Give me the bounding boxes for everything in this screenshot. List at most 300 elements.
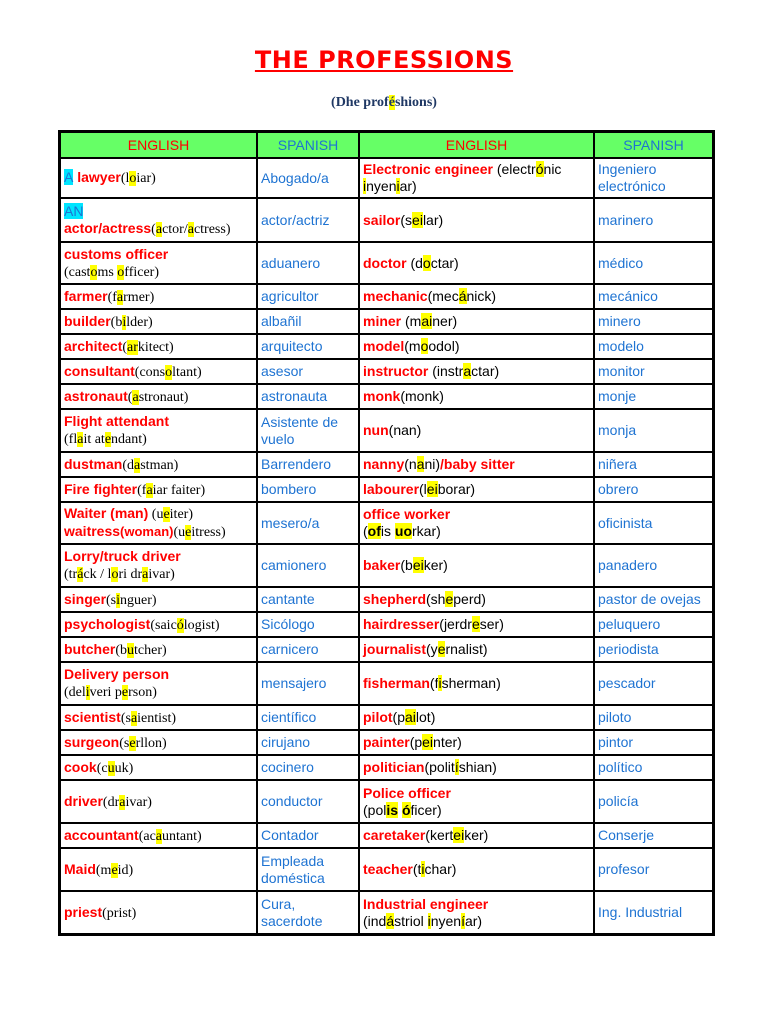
spanish-cell: asesor	[257, 359, 359, 384]
profession-name: office worker	[363, 506, 451, 522]
pronunciation: (m	[95, 862, 112, 878]
spanish-cell: Contador	[257, 823, 359, 848]
pronunciation: shian)	[458, 759, 497, 775]
pronunciation-stress: í	[461, 912, 465, 929]
spanish-cell: mesero/a	[257, 502, 359, 544]
pronunciation-stress: o	[111, 567, 119, 582]
pronunciation: rson)	[128, 685, 157, 700]
pronunciation: (dr	[102, 794, 120, 810]
article-label: A	[64, 169, 74, 185]
pronunciation: (d	[122, 457, 135, 473]
pronunciation: (instr	[428, 363, 464, 379]
table-row	[60, 544, 713, 587]
pronunciation: (n	[404, 456, 417, 472]
profession-name: /baby sitter	[440, 456, 515, 472]
english-cell	[60, 637, 257, 662]
spanish-cell: pescador	[594, 662, 713, 705]
profession-name: instructor	[363, 363, 429, 379]
pronunciation: (polit	[424, 759, 455, 775]
profession-name: hairdresser	[363, 616, 440, 632]
english-cell	[60, 359, 257, 384]
pronunciation: (u	[173, 525, 186, 540]
pronunciation-stress: e	[445, 591, 454, 607]
pronunciation: (cast	[64, 264, 91, 280]
english-cell	[60, 823, 257, 848]
pronunciation: odol)	[428, 338, 460, 354]
pronunciation: borar)	[437, 481, 476, 497]
pronunciation: ner)	[432, 313, 458, 329]
pronunciation: lder)	[126, 314, 153, 330]
pronunciation-stress: a	[416, 456, 425, 472]
english-cell	[359, 384, 594, 409]
spanish-cell: Barrendero	[257, 452, 359, 477]
pronunciation-stress: o	[165, 364, 173, 380]
pronunciation: (p	[392, 709, 405, 725]
english-cell	[359, 158, 594, 198]
english-cell	[359, 730, 594, 755]
table-row	[60, 158, 713, 198]
pronunciation: (cons	[134, 364, 166, 380]
pronunciation-stress: e	[185, 525, 192, 540]
pronunciation: rnalist)	[445, 641, 488, 657]
pronunciation: (tr	[64, 567, 78, 582]
spanish-cell: Ingeniero electrónico	[594, 158, 713, 198]
profession-name: Lorry/truck driver	[64, 548, 181, 564]
pronunciation: (d	[406, 254, 423, 271]
pronunciation-stress: ei	[412, 557, 424, 573]
pronunciation: (kert	[425, 827, 454, 843]
spanish-cell: marinero	[594, 198, 713, 242]
pronunciation-stress: ó	[535, 161, 544, 177]
english-cell	[60, 452, 257, 477]
pronunciation: (monk)	[400, 388, 444, 404]
spanish-cell: cocinero	[257, 755, 359, 780]
profession-name: doctor	[363, 254, 407, 271]
pronunciation-stress: u	[107, 760, 115, 776]
pronunciation: iar faiter)	[152, 482, 206, 498]
english-cell	[359, 587, 594, 612]
pronunciation: (mec	[427, 288, 459, 304]
pronunciation-stress: a	[132, 389, 139, 405]
profession-name: Fire fighter	[64, 480, 138, 497]
subtitle-text-start: (Dhe prof	[331, 95, 389, 110]
pronunciation-stress: a	[119, 794, 126, 810]
english-cell	[60, 409, 257, 452]
pronunciation: (ac	[138, 828, 156, 844]
profession-name: Electronic engineer	[363, 161, 493, 177]
profession-name: politician	[363, 759, 425, 775]
profession-name: painter	[363, 734, 410, 750]
profession-name: scientist	[64, 708, 121, 725]
english-cell	[359, 544, 594, 587]
pronunciation-stress: e	[104, 432, 112, 447]
english-cell	[359, 705, 594, 730]
pronunciation: nyen	[430, 912, 462, 929]
spanish-cell: periodista	[594, 637, 713, 662]
pronunciation: is	[380, 523, 395, 539]
profession-name: baker	[363, 557, 401, 573]
table-row	[60, 409, 713, 452]
pronunciation: rllon)	[135, 735, 167, 751]
pronunciation: it at	[83, 432, 105, 447]
pronunciation: rmer)	[123, 289, 155, 305]
pronunciation-stress: ei	[422, 734, 434, 750]
profession-name: customs officer	[64, 245, 169, 262]
pronunciation-stress: i	[427, 912, 431, 929]
spanish-cell: camionero	[257, 544, 359, 587]
pronunciation-stress: u	[127, 642, 135, 658]
spanish-cell: Cura, sacerdote	[257, 891, 359, 934]
table-row	[60, 637, 713, 662]
english-cell	[60, 705, 257, 730]
profession-name: waitress	[64, 523, 121, 539]
english-cell	[359, 637, 594, 662]
spanish-cell: Sicólogo	[257, 612, 359, 637]
profession-name: fisherman	[363, 675, 430, 691]
pronunciation-stress: ei	[453, 827, 465, 843]
pronunciation: ientist)	[137, 710, 177, 726]
pronunciation: (t	[412, 861, 422, 877]
spanish-cell: modelo	[594, 334, 713, 359]
spanish-cell: panadero	[594, 544, 713, 587]
pronunciation: (b	[400, 557, 413, 573]
pronunciation-stress: o	[420, 338, 429, 354]
english-cell	[359, 755, 594, 780]
pronunciation-stress: a	[142, 567, 149, 582]
pronunciation: nyen	[366, 178, 397, 194]
pronunciation-stress: e	[111, 862, 118, 878]
header-english-1: ENGLISH	[60, 132, 257, 158]
profession-name: psychologist	[64, 615, 151, 632]
professions-table	[58, 130, 715, 936]
english-cell	[60, 158, 257, 198]
pronunciation-stress: uo	[394, 523, 412, 539]
pronunciation: ni)	[424, 456, 441, 472]
spanish-cell: peluquero	[594, 612, 713, 637]
table-row	[60, 502, 713, 544]
pronunciation: kitect)	[137, 339, 174, 355]
profession-name: farmer	[64, 287, 108, 304]
pronunciation: (f	[107, 289, 117, 305]
header-spanish-1: SPANISH	[257, 132, 359, 158]
profession-name: dustman	[64, 455, 123, 472]
english-cell	[60, 242, 257, 284]
spanish-cell: científico	[257, 705, 359, 730]
english-cell	[60, 755, 257, 780]
spanish-cell: arquitecto	[257, 334, 359, 359]
pronunciation: rkar)	[412, 523, 441, 539]
spanish-cell: astronauta	[257, 384, 359, 409]
english-cell	[359, 452, 594, 477]
profession-note: (woman)	[120, 524, 174, 539]
pronunciation: (m	[401, 313, 422, 329]
header-english-2: ENGLISH	[359, 132, 594, 158]
spanish-cell: agricultor	[257, 284, 359, 309]
pronunciation-stress: a	[77, 432, 84, 447]
spanish-cell: monitor	[594, 359, 713, 384]
table-row	[60, 384, 713, 409]
pronunciation: ker)	[464, 827, 489, 843]
pronunciation: nic	[543, 161, 562, 177]
pronunciation-stress: á	[458, 288, 467, 304]
english-cell	[359, 848, 594, 891]
english-cell	[60, 502, 257, 544]
pronunciation: ltant)	[172, 364, 202, 380]
profession-name: lawyer	[73, 169, 121, 185]
spanish-cell: médico	[594, 242, 713, 284]
spanish-cell: pastor de ovejas	[594, 587, 713, 612]
pronunciation: stronaut)	[138, 389, 189, 405]
pronunciation: (l	[419, 481, 427, 497]
profession-name: caretaker	[363, 827, 426, 843]
pronunciation: (s	[119, 735, 130, 751]
pronunciation-stress: a	[155, 828, 162, 844]
table-row	[60, 198, 713, 242]
table-row	[60, 477, 713, 502]
profession-name: nun	[363, 422, 389, 438]
pronunciation: (m	[404, 338, 421, 354]
spanish-cell: monje	[594, 384, 713, 409]
profession-name: miner	[363, 313, 402, 329]
table-row	[60, 891, 713, 934]
profession-name: architect	[64, 337, 123, 354]
profession-name: Waiter (man)	[64, 505, 149, 521]
table-row	[60, 705, 713, 730]
profession-name: Maid	[64, 860, 96, 877]
profession-name: butcher	[64, 640, 116, 657]
profession-name: mechanic	[363, 288, 428, 304]
pronunciation: ficer)	[410, 801, 442, 818]
pronunciation: (p	[409, 734, 423, 750]
professions-table-container	[58, 130, 711, 936]
english-cell	[60, 848, 257, 891]
english-cell	[359, 334, 594, 359]
pronunciation: (b	[110, 314, 123, 330]
pronunciation-stress: á	[386, 912, 395, 929]
pronunciation-stress: ai	[421, 313, 433, 329]
profession-name: Delivery person	[64, 666, 170, 682]
pronunciation: nguer)	[120, 592, 157, 608]
profession-name: cook	[64, 758, 97, 775]
table-row	[60, 334, 713, 359]
spanish-cell: cirujano	[257, 730, 359, 755]
pronunciation: (	[151, 221, 156, 237]
english-cell	[359, 662, 594, 705]
pronunciation: itress)	[191, 525, 226, 540]
spanish-cell: albañil	[257, 309, 359, 334]
pronunciation-stress: á	[77, 567, 84, 582]
spanish-cell: monja	[594, 409, 713, 452]
pronunciation: (	[122, 339, 128, 355]
pronunciation-stress: a	[146, 482, 153, 498]
pronunciation: (l	[120, 171, 130, 186]
profession-name: surgeon	[64, 733, 120, 750]
spanish-cell: carnicero	[257, 637, 359, 662]
pronunciation: ms	[97, 264, 118, 280]
pronunciation-stress: ei	[426, 481, 438, 497]
pronunciation-stress: o	[90, 264, 98, 280]
pronunciation: ctar)	[430, 254, 459, 271]
table-row	[60, 612, 713, 637]
table-row	[60, 242, 713, 284]
pronunciation: striol	[394, 912, 428, 929]
profession-name: Industrial engineer	[363, 895, 489, 912]
table-row	[60, 359, 713, 384]
pronunciation: stman)	[140, 457, 179, 473]
pronunciation-stress: o	[129, 171, 137, 186]
profession-name: nanny	[363, 456, 405, 472]
english-cell	[359, 477, 594, 502]
pronunciation: iar)	[136, 171, 156, 186]
pronunciation-stress: e	[121, 685, 129, 700]
pronunciation: ivar)	[148, 567, 175, 582]
pronunciation: nick)	[466, 288, 497, 304]
profession-name: shepherd	[363, 591, 427, 607]
profession-name: teacher	[363, 861, 413, 877]
page-subtitle	[0, 95, 768, 111]
spanish-cell: policía	[594, 780, 713, 823]
pronunciation-stress: i	[85, 685, 90, 700]
pronunciation: logist)	[183, 617, 220, 633]
pronunciation: untant)	[162, 828, 202, 844]
pronunciation: ri dr	[118, 567, 143, 582]
profession-name: actor/actress	[64, 219, 152, 236]
spanish-cell: Conserje	[594, 823, 713, 848]
pronunciation: ndant)	[111, 432, 147, 447]
header-spanish-2: SPANISH	[594, 132, 713, 158]
english-cell	[359, 309, 594, 334]
english-cell	[60, 544, 257, 587]
english-cell	[359, 780, 594, 823]
english-cell	[60, 334, 257, 359]
article-label: AN	[64, 202, 84, 219]
pronunciation-stress: a	[155, 221, 163, 237]
pronunciation-stress: i	[363, 178, 367, 194]
profession-name: driver	[64, 792, 103, 809]
pronunciation: (s	[400, 211, 413, 228]
english-cell	[359, 359, 594, 384]
pronunciation-stress: í	[454, 759, 459, 775]
pronunciation-stress: ó	[401, 801, 411, 818]
pronunciation-stress: i	[438, 675, 442, 691]
pronunciation: (u	[148, 507, 164, 522]
profession-name: astronaut	[64, 387, 128, 404]
pronunciation: (	[363, 523, 368, 539]
spanish-cell: minero	[594, 309, 713, 334]
pronunciation-stress: o	[422, 254, 431, 271]
pronunciation-stress: i	[396, 178, 400, 194]
pronunciation: ctor/	[162, 221, 188, 237]
pronunciation: (nan)	[388, 422, 422, 438]
spanish-cell: cantante	[257, 587, 359, 612]
spanish-cell: profesor	[594, 848, 713, 891]
spanish-cell: Abogado/a	[257, 158, 359, 198]
english-cell	[359, 409, 594, 452]
pronunciation-stress: i	[421, 861, 425, 877]
pronunciation: (s	[120, 710, 131, 726]
table-body	[60, 158, 713, 934]
english-cell	[60, 477, 257, 502]
pronunciation: ker)	[423, 557, 448, 573]
english-cell	[60, 198, 257, 242]
profession-name: monk	[363, 388, 401, 404]
pronunciation-stress: a	[187, 221, 194, 237]
pronunciation-stress: is	[386, 801, 399, 818]
pronunciation: (jerdr	[439, 616, 472, 632]
pronunciation: (y	[426, 641, 438, 657]
pronunciation: (pol	[363, 801, 387, 818]
pronunciation: ar)	[464, 912, 483, 929]
spanish-cell: actor/actriz	[257, 198, 359, 242]
pronunciation-stress: ar	[127, 339, 138, 355]
pronunciation: (ind	[363, 912, 387, 929]
pronunciation: (b	[115, 642, 128, 658]
pronunciation-stress: a	[463, 363, 472, 379]
english-cell	[359, 891, 594, 934]
profession-name: accountant	[64, 826, 139, 843]
pronunciation: nter)	[433, 734, 462, 750]
spanish-cell: piloto	[594, 705, 713, 730]
spanish-cell: político	[594, 755, 713, 780]
pronunciation: (electr	[492, 161, 536, 177]
pronunciation: ar)	[399, 178, 417, 194]
english-cell	[60, 891, 257, 934]
english-cell	[60, 780, 257, 823]
english-cell	[60, 612, 257, 637]
pronunciation: uk)	[114, 760, 134, 776]
pronunciation-stress: i	[122, 314, 127, 330]
english-cell	[359, 242, 594, 284]
spanish-cell: Empleada doméstica	[257, 848, 359, 891]
spanish-cell: conductor	[257, 780, 359, 823]
spanish-cell: mensajero	[257, 662, 359, 705]
pronunciation: ser)	[479, 616, 504, 632]
pronunciation: sherman)	[441, 675, 501, 691]
spanish-cell: niñera	[594, 452, 713, 477]
pronunciation: fficer)	[124, 264, 159, 280]
pronunciation-stress: ei	[412, 211, 423, 228]
pronunciation: (prist)	[102, 905, 137, 921]
pronunciation: ck / l	[83, 567, 112, 582]
pronunciation: (	[127, 389, 133, 405]
pronunciation-stress: i	[116, 592, 121, 608]
pronunciation: (s	[106, 592, 117, 608]
english-cell	[60, 587, 257, 612]
english-cell	[60, 384, 257, 409]
pronunciation-stress: ó	[176, 617, 184, 633]
pronunciation: ctar)	[471, 363, 500, 379]
table-row	[60, 823, 713, 848]
spanish-cell: Asistente de vuelo	[257, 409, 359, 452]
table-header-row	[60, 132, 713, 158]
profession-name: priest	[64, 903, 103, 920]
pronunciation: (sh	[426, 591, 446, 607]
table-row	[60, 309, 713, 334]
english-cell	[60, 309, 257, 334]
english-cell	[359, 198, 594, 242]
pronunciation: perd)	[453, 591, 486, 607]
table-row	[60, 452, 713, 477]
pronunciation: (f	[137, 482, 147, 498]
profession-name: journalist	[363, 641, 427, 657]
pronunciation: id)	[117, 862, 134, 878]
pronunciation: lar)	[422, 211, 444, 228]
page-title: THE PROFESSIONS	[254, 46, 514, 74]
table-row	[60, 755, 713, 780]
table-row	[60, 848, 713, 891]
profession-name: sailor	[363, 211, 401, 228]
pronunciation-stress: e	[163, 507, 170, 522]
